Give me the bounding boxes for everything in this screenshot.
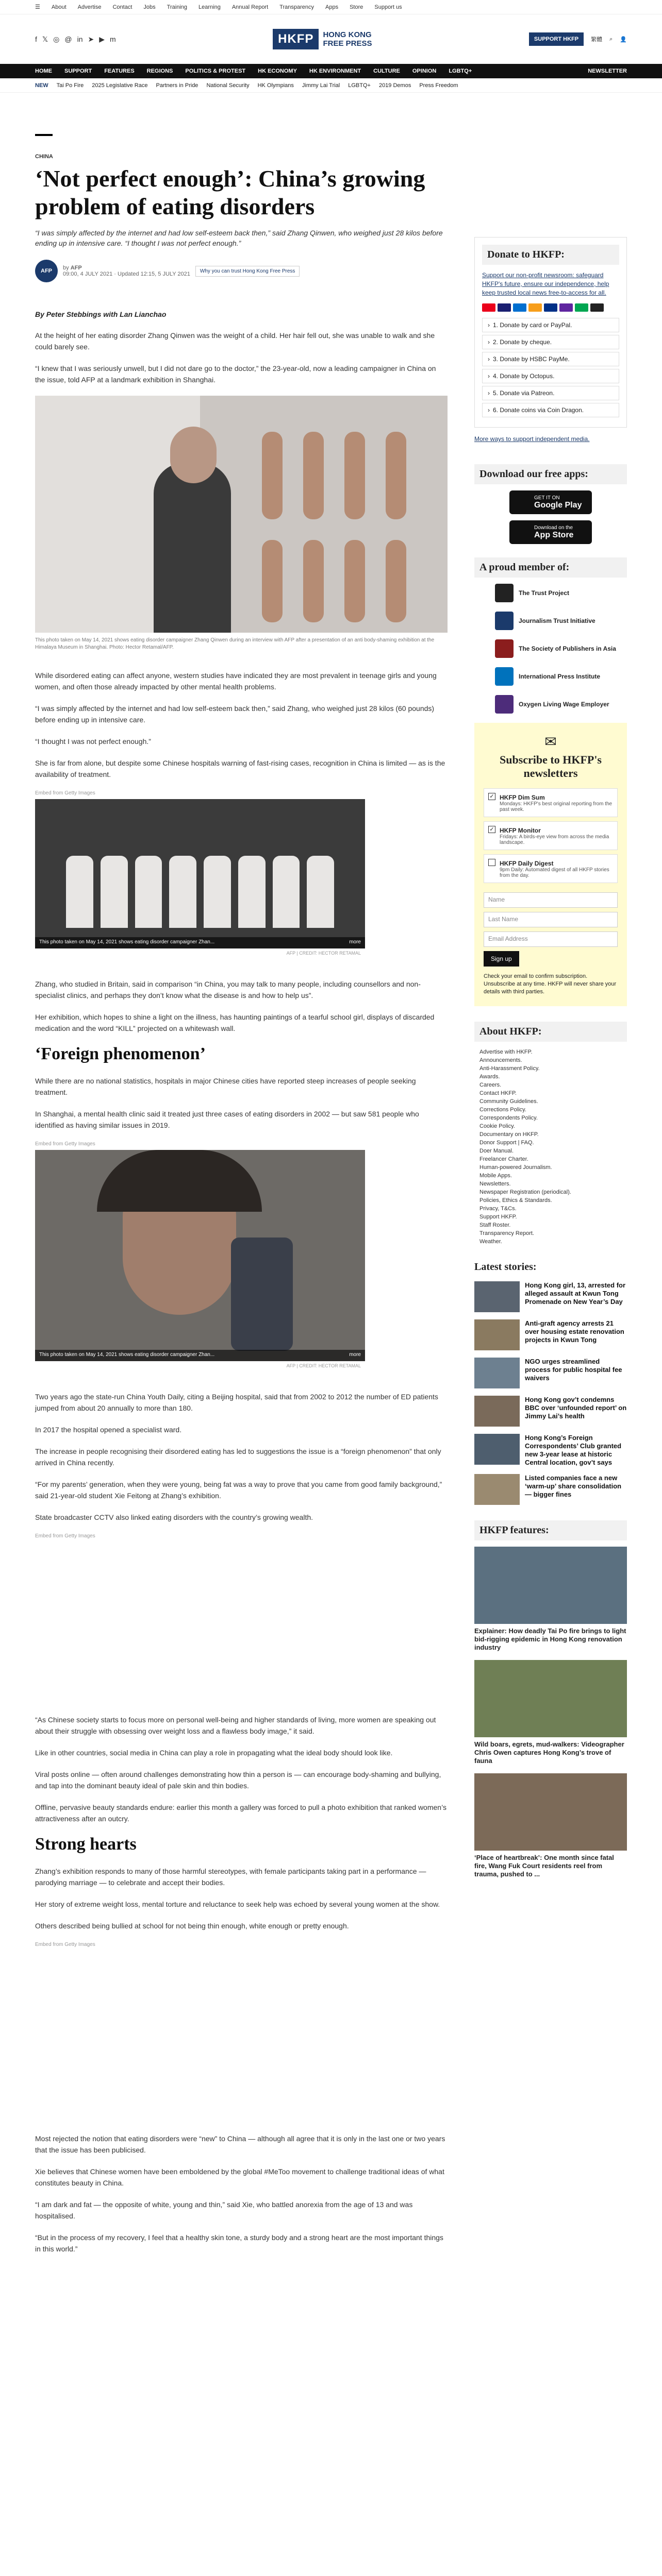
article-main bbox=[35, 134, 448, 2265]
feature-story[interactable]: ‘Place of heartbreak’: One month since fatal fire, Wang Fuk Court residents reel from trauma, pushed to ... bbox=[474, 1773, 627, 1878]
about-link[interactable]: Contact HKFP. bbox=[479, 1090, 517, 1096]
topbar-link-learning[interactable]: Learning bbox=[198, 4, 221, 10]
about-link[interactable]: Freelancer Charter. bbox=[479, 1156, 528, 1162]
feature-image bbox=[474, 1547, 627, 1624]
feature-story[interactable]: Wild boars, egrets, mud-walkers: Videographer Chris Owen captures Hong Kong’s trove of fauna bbox=[474, 1660, 627, 1765]
getty-embed-performance[interactable] bbox=[35, 799, 365, 959]
trending-bar bbox=[0, 78, 662, 93]
paragraph: Zhang, who studied in Britain, said in comparison “in China, you may talk to many people, including counsellors and non-specialist clinics, and perhaps they don’t know what the disease is and how to help us”. bbox=[35, 980, 421, 999]
subheading-foreign-phenomenon: ‘Foreign phenomenon’ bbox=[35, 1044, 206, 1063]
google-play-button[interactable]: GET IT ON Google Play bbox=[509, 490, 592, 514]
about-link[interactable]: Anti-Harassment Policy. bbox=[479, 1065, 540, 1072]
paragraph: Zhang’s exhibition responds to many of those harmful stereotypes, with female participants taking part in a performance — parodying marriage — to celebrate and accept their bodies. bbox=[35, 1867, 426, 1887]
nav-item-culture[interactable]: CULTURE bbox=[373, 68, 400, 74]
topbar-link-jobs[interactable]: Jobs bbox=[143, 4, 156, 10]
feature-image bbox=[474, 1773, 627, 1851]
embed-label: Embed from Getty Images bbox=[35, 790, 95, 796]
instagram-icon[interactable]: ◎ bbox=[53, 35, 60, 43]
newsletter-widget bbox=[474, 723, 627, 1006]
ad-slot bbox=[35, 1560, 448, 1714]
about-link[interactable]: Policies, Ethics & Standards. bbox=[479, 1197, 552, 1204]
about-link[interactable]: Correspondents Policy. bbox=[479, 1115, 538, 1121]
about-link[interactable]: Careers. bbox=[479, 1082, 502, 1088]
support-hkfp-button[interactable]: SUPPORT HKFP bbox=[529, 32, 584, 46]
embed-label: Embed from Getty Images bbox=[35, 1141, 95, 1147]
story-thumbnail bbox=[474, 1319, 520, 1350]
member-trust-project[interactable]: The Trust Project bbox=[495, 584, 627, 602]
amex-icon bbox=[513, 303, 526, 312]
threads-icon[interactable]: @ bbox=[64, 35, 72, 43]
paragraph: “As Chinese society starts to focus more on personal well-being and higher standards of living, more women are speaking out about their struggle with obsessing over weight loss and a flawless body image,” it said. bbox=[35, 1716, 436, 1735]
features-title: HKFP features: bbox=[474, 1520, 627, 1540]
author-avatar[interactable]: AFP bbox=[35, 260, 58, 282]
paragraph: The increase in people recognising their disordered eating has led to suggestions the issue is a “foreign phenomenon” that only arrived in China recently. bbox=[35, 1447, 441, 1467]
article-category[interactable]: CHINA bbox=[35, 154, 53, 160]
topbar-link-support[interactable]: Support us bbox=[374, 4, 402, 10]
paragraph: She is far from alone, but despite some Chinese hospitals warning of fast-rising cases, recognition in China is limited — as is the availability of treatment. bbox=[35, 759, 445, 778]
discover-icon bbox=[528, 303, 542, 312]
title-rule bbox=[35, 134, 53, 136]
trending-new-badge: NEW bbox=[35, 82, 48, 89]
getty-caption: This photo taken on May 14, 2021 shows eating disorder campaigner Zhan... bbox=[39, 939, 215, 945]
paragraph: Viral posts online — often around challenges demonstrating how thin a person is — can encourage body-shaming and bullying, and tap into the dominant beauty ideal of pale skin and thin bodies. bbox=[35, 1770, 441, 1790]
latest-story[interactable]: Hong Kong’s Foreign Correspondents’ Club granted new 3-year lease at historic Central location, gov’t says bbox=[474, 1434, 627, 1467]
app-store-button[interactable]: Download on the App Store bbox=[509, 520, 592, 544]
topbar-link-annual-report[interactable]: Annual Report bbox=[231, 4, 269, 10]
paragraph: In Shanghai, a mental health clinic said it treated just three cases of eating disorders in 2002 — but saw 581 people who identified as having similar issues in 2019. bbox=[35, 1110, 419, 1129]
topbar-link-apps[interactable]: Apps bbox=[325, 4, 339, 10]
donate-title: Donate to HKFP: bbox=[482, 245, 619, 265]
story-thumbnail bbox=[474, 1358, 520, 1388]
paragraph: Her story of extreme weight loss, mental torture and reluctance to seek help was echoed by several young women at the show. bbox=[35, 1900, 440, 1908]
email-field[interactable]: Email Address bbox=[484, 931, 618, 947]
more-ways-link[interactable]: More ways to support independent media. bbox=[474, 435, 590, 443]
chevron-right-icon: › bbox=[488, 406, 490, 414]
latest-story[interactable]: Hong Kong girl, 13, arrested for alleged assault at Kwun Tong Promenade on New Year’s Day bbox=[474, 1281, 627, 1312]
donate-option[interactable]: › 1. Donate by card or PayPal. bbox=[482, 318, 619, 332]
paragraph: Two years ago the state-run China Youth Daily, citing a Beijing hospital, said that from 2002 to 2012 the number of ED patients jumped from about 20 annually to more than 180. bbox=[35, 1393, 438, 1412]
article-standfirst: “I was simply affected by the internet and had low self-esteem back then,” said Zhang Qinwen, who weighed just 28 kilos before ending up in intensive care. “I thought I was not perfect enough.” bbox=[35, 229, 443, 247]
topbar-link-contact[interactable]: Contact bbox=[112, 4, 133, 10]
checkbox-checked[interactable]: ✓ bbox=[488, 793, 495, 800]
about-link[interactable]: Donor Support | FAQ. bbox=[479, 1140, 534, 1146]
x-icon[interactable]: 𝕏 bbox=[42, 35, 48, 43]
living-wage-icon bbox=[495, 695, 514, 714]
trending-item[interactable]: 2019 Demos bbox=[378, 82, 411, 89]
nav-item-environment[interactable]: HK ENVIRONMENT bbox=[309, 68, 361, 74]
topbar-link-transparency[interactable]: Transparency bbox=[279, 4, 314, 10]
first-name-field[interactable]: Name bbox=[484, 892, 618, 908]
facebook-icon[interactable]: f bbox=[35, 35, 37, 43]
article-dates: 09:00, 4 JULY 2021 · Updated 12:15, 5 JULY 2021 bbox=[63, 271, 190, 277]
getty-embed-phone[interactable] bbox=[35, 1150, 365, 1371]
newsletter-title: Subscribe to HKFP's newsletters bbox=[499, 753, 602, 779]
member-ipi[interactable]: International Press Institute bbox=[495, 667, 627, 686]
by-label: by bbox=[63, 265, 69, 271]
nav-item-lgbtq[interactable]: LGBTQ+ bbox=[449, 68, 472, 74]
paragraph: State broadcaster CCTV also linked eating disorders with the country’s growing wealth. bbox=[35, 1513, 313, 1521]
getty-credit: AFP | CREDIT: HECTOR RETAMAL bbox=[35, 948, 365, 959]
jti-icon bbox=[495, 612, 514, 630]
site-header bbox=[0, 14, 662, 64]
chevron-right-icon: › bbox=[488, 389, 490, 397]
language-toggle[interactable]: 繁體 bbox=[591, 37, 603, 43]
checkbox[interactable] bbox=[488, 859, 495, 866]
donate-option[interactable]: › 4. Donate by Octopus. bbox=[482, 369, 619, 383]
paragraph: Like in other countries, social media in China can play a role in propagating what the ideal body should look like. bbox=[35, 1749, 393, 1757]
latest-title: Latest stories: bbox=[474, 1261, 537, 1273]
feature-story[interactable]: Explainer: How deadly Tai Po fire brings to light bid-rigging epidemic in Hong Kong renovation industry bbox=[474, 1547, 627, 1652]
about-link[interactable]: Cookie Policy. bbox=[479, 1123, 515, 1129]
ipi-icon bbox=[495, 667, 514, 686]
nav-item-home[interactable]: HOME bbox=[35, 68, 52, 74]
sidebar bbox=[474, 134, 627, 2265]
social-links bbox=[35, 35, 116, 44]
getty-more-link[interactable]: more bbox=[349, 1352, 361, 1358]
nav-item-regions[interactable]: REGIONS bbox=[146, 68, 173, 74]
donate-text[interactable]: Support our non-profit newsroom: safeguard HKFP's future, ensure our independence, help keep trusted local news free-to-access for all. bbox=[482, 272, 609, 296]
newsletter-option[interactable]: ✓ HKFP Monitor Fridays: A birds-eye view from across the media landscape. bbox=[484, 821, 618, 850]
logo-line2: FREE PRESS bbox=[323, 39, 372, 48]
paragraph: Her exhibition, which hopes to shine a light on the illness, has haunting paintings of a tearful school girl, displays of discarded medication and the word “KILL” projected on a whitewash wall. bbox=[35, 1013, 435, 1032]
member-jti[interactable]: Journalism Trust Initiative bbox=[495, 612, 627, 630]
article-authors: By Peter Stebbings with Lan Lianchao bbox=[35, 310, 167, 318]
feature-image bbox=[474, 1660, 627, 1737]
about-link[interactable]: Newsletters. bbox=[479, 1181, 511, 1187]
latest-story[interactable]: Anti-graft agency arrests 21 over housing estate renovation projects in Kwun Tong bbox=[474, 1319, 627, 1350]
byline bbox=[35, 260, 448, 282]
about-link[interactable]: Announcements. bbox=[479, 1057, 522, 1063]
apps-title: Download our free apps: bbox=[474, 464, 627, 484]
getty-more-link[interactable]: more bbox=[349, 939, 361, 945]
nav-item-politics[interactable]: POLITICS & PROTEST bbox=[185, 68, 246, 74]
about-link[interactable]: Privacy, T&Cs. bbox=[479, 1206, 517, 1212]
topbar-link-training[interactable]: Training bbox=[167, 4, 187, 10]
story-thumbnail bbox=[474, 1474, 520, 1505]
about-link[interactable]: Transparency Report. bbox=[479, 1230, 534, 1236]
payment-cards bbox=[482, 303, 619, 312]
author-name[interactable]: AFP bbox=[70, 265, 82, 271]
signup-button[interactable]: Sign up bbox=[484, 951, 519, 967]
about-link[interactable]: Community Guidelines. bbox=[479, 1098, 538, 1105]
paragraph: Xie believes that Chinese women have been emboldened by the global #MeToo movement to challenge traditional ideas of what constitutes beauty in China. bbox=[35, 2167, 444, 2187]
telegram-icon[interactable]: ➤ bbox=[88, 35, 94, 43]
paragraph: Others described being bullied at school for not being thin enough, white enough or pretty enough. bbox=[35, 1922, 349, 1930]
last-name-field[interactable]: Last Name bbox=[484, 912, 618, 927]
sopa-icon bbox=[495, 639, 514, 658]
about-link[interactable]: Mobile Apps. bbox=[479, 1173, 512, 1179]
photo-caption: This photo taken on May 14, 2021 shows eating disorder campaigner Zhang Qinwen during an interview with AFP after a presentation of an anti body-shaming exhibition at the Himalaya Museum in Shanghai. Photo: Hector Retamal/AFP. bbox=[35, 637, 435, 650]
donate-option[interactable]: › 5. Donate via Patreon. bbox=[482, 386, 619, 400]
search-icon[interactable]: ⌕ bbox=[609, 36, 613, 42]
newsletter-option[interactable]: HKFP Daily Digest 9pm Daily: Automated digest of all HKFP stories from the day. bbox=[484, 854, 618, 883]
mastercard-icon bbox=[482, 303, 495, 312]
nav-item-features[interactable]: FEATURES bbox=[104, 68, 135, 74]
octopus-icon bbox=[575, 303, 588, 312]
ad-slot bbox=[35, 1968, 448, 2133]
trending-item[interactable]: HK Olympians bbox=[257, 82, 294, 89]
newsletter-option[interactable]: ✓ HKFP Dim Sum Mondays: HKFP's best original reporting from the past week. bbox=[484, 788, 618, 817]
topbar-link-about[interactable]: About bbox=[51, 4, 67, 10]
payme-icon bbox=[559, 303, 573, 312]
about-link[interactable]: Doer Manual. bbox=[479, 1148, 514, 1154]
nav-item-opinion[interactable]: OPINION bbox=[412, 68, 437, 74]
donate-option[interactable]: › 3. Donate by HSBC PayMe. bbox=[482, 352, 619, 366]
visa-icon bbox=[498, 303, 511, 312]
donate-option[interactable]: › 6. Donate coins via Coin Dragon. bbox=[482, 403, 619, 417]
about-title: About HKFP: bbox=[474, 1022, 627, 1042]
about-link[interactable]: Corrections Policy. bbox=[479, 1107, 526, 1113]
about-link[interactable]: Advertise with HKFP. bbox=[479, 1049, 533, 1055]
main-navigation bbox=[0, 64, 662, 78]
paragraph: At the height of her eating disorder Zhang Qinwen was the weight of a child. Her hair fell out, she was unable to walk and she could barely see. bbox=[35, 331, 435, 351]
about-link[interactable]: Documentary on HKFP. bbox=[479, 1131, 539, 1138]
paragraph: In 2017 the hospital opened a specialist ward. bbox=[35, 1426, 182, 1434]
paragraph: Offline, pervasive beauty standards endure: earlier this month a gallery was forced to pull a photo exhibition that ranked women’s attractiveness after an outcry. bbox=[35, 1803, 446, 1823]
embed-label: Embed from Getty Images bbox=[35, 1942, 95, 1947]
paragraph: “I knew that I was seriously unwell, but I did not dare go to the doctor,” the 23-year-old, now a leading campaigner in China on the issue, told AFP at a landmark exhibition in Shanghai. bbox=[35, 364, 436, 384]
story-thumbnail bbox=[474, 1396, 520, 1427]
paragraph: “I was simply affected by the internet and had low self-esteem back then,” said Zhang, who weighed just 28 kilos (60 pounds) before ending up in intensive care. bbox=[35, 704, 435, 724]
paragraph: “For my parents’ generation, when they were young, being fat was a way to prove that you came from good family background,” said 21-year-old student Xie Feitong at Zhang’s exhibition. bbox=[35, 1480, 442, 1500]
paragraph: “I am dark and fat — the opposite of white, young and thin,” said Xie, who battled anorexia from the age of 13 and was hospitalised. bbox=[35, 2200, 413, 2220]
topbar-link-advertise[interactable]: Advertise bbox=[77, 4, 102, 10]
trending-item[interactable]: Press Freedom bbox=[419, 82, 458, 89]
user-icon[interactable]: 👤 bbox=[620, 36, 627, 43]
getty-caption: This photo taken on May 14, 2021 shows eating disorder campaigner Zhan... bbox=[39, 1352, 215, 1358]
newsletter-note: Check your email to confirm subscription. Unsubscribe at any time. HKFP will never share your details with third parties. bbox=[484, 973, 617, 995]
member-title: A proud member of: bbox=[474, 557, 627, 578]
nav-item-economy[interactable]: HK ECONOMY bbox=[258, 68, 297, 74]
trending-item[interactable]: National Security bbox=[206, 82, 250, 89]
applepay-icon bbox=[590, 303, 604, 312]
paragraph: While disordered eating can affect anyone, western studies have indicated they are most prevalent in teenage girls and young women, and often those already impacted by other mental health problems. bbox=[35, 671, 437, 691]
envelope-icon: ✉ bbox=[544, 734, 557, 750]
site-logo[interactable] bbox=[273, 29, 372, 49]
trending-item[interactable]: Tai Po Fire bbox=[56, 82, 84, 89]
paragraph: “But in the process of my recovery, I feel that a healthy skin tone, a sturdy body and a strong heart are the most important things in this world.” bbox=[35, 2233, 443, 2253]
menu-icon[interactable]: ☰ bbox=[35, 4, 40, 10]
trending-item[interactable]: LGBTQ+ bbox=[348, 82, 371, 89]
chevron-right-icon: › bbox=[488, 372, 490, 380]
chevron-right-icon: › bbox=[488, 321, 490, 329]
paragraph: Most rejected the notion that eating disorders were “new” to China — although all agree that it is only in the last one or two years that the issue has been publicised. bbox=[35, 2134, 445, 2154]
donate-option[interactable]: › 2. Donate by cheque. bbox=[482, 335, 619, 349]
about-list bbox=[474, 1048, 627, 1246]
donate-widget bbox=[474, 237, 627, 428]
trending-item[interactable]: Jimmy Lai Trial bbox=[302, 82, 340, 89]
article-photo-zhang bbox=[35, 396, 448, 633]
latest-story[interactable]: NGO urges streamlined process for public hospital fee waivers bbox=[474, 1358, 627, 1388]
chevron-right-icon: › bbox=[488, 355, 490, 363]
trending-item[interactable]: 2025 Legislative Race bbox=[92, 82, 148, 89]
story-thumbnail bbox=[474, 1281, 520, 1312]
mastodon-icon[interactable]: m bbox=[110, 35, 116, 43]
trust-link[interactable]: Why you can trust Hong Kong Free Press bbox=[195, 266, 300, 277]
about-link[interactable]: Staff Roster. bbox=[479, 1222, 511, 1228]
member-living-wage[interactable]: Oxygen Living Wage Employer bbox=[495, 695, 627, 714]
paragraph: While there are no national statistics, hospitals in major Chinese cities have reported steep increases of people seeking treatment. bbox=[35, 1077, 416, 1096]
logo-line1: HONG KONG bbox=[323, 30, 372, 39]
article-title: ‘Not perfect enough’: China’s growing problem of eating disorders bbox=[35, 165, 425, 219]
member-sopa[interactable]: The Society of Publishers in Asia bbox=[495, 639, 627, 658]
linkedin-icon[interactable]: in bbox=[77, 35, 83, 43]
story-thumbnail bbox=[474, 1434, 520, 1465]
chevron-right-icon: › bbox=[488, 338, 490, 346]
youtube-icon[interactable]: ▶ bbox=[99, 35, 105, 43]
subheading-strong-hearts: Strong hearts bbox=[35, 1835, 137, 1854]
nav-item-support[interactable]: SUPPORT bbox=[64, 68, 92, 74]
about-link[interactable]: Newspaper Registration (periodical). bbox=[479, 1189, 571, 1195]
latest-story[interactable]: Hong Kong gov’t condemns BBC over ‘unfounded report’ on Jimmy Lai’s health bbox=[474, 1396, 627, 1427]
nav-item-newsletter[interactable]: NEWSLETTER bbox=[588, 68, 627, 74]
paypal-icon bbox=[544, 303, 557, 312]
about-link[interactable]: Human-powered Journalism. bbox=[479, 1164, 552, 1171]
top-utility-bar bbox=[0, 0, 662, 14]
getty-credit: AFP | CREDIT: HECTOR RETAMAL bbox=[35, 1361, 365, 1371]
embed-label: Embed from Getty Images bbox=[35, 1533, 95, 1539]
latest-story[interactable]: Listed companies face a new ‘warm-up’ share consolidation — bigger fines bbox=[474, 1474, 627, 1505]
trust-project-icon bbox=[495, 584, 514, 602]
logo-mark: HKFP bbox=[273, 29, 319, 49]
about-link[interactable]: Awards. bbox=[479, 1074, 500, 1080]
about-link[interactable]: Weather. bbox=[479, 1239, 502, 1245]
about-link[interactable]: Support HKFP. bbox=[479, 1214, 517, 1220]
paragraph: “I thought I was not perfect enough.” bbox=[35, 737, 151, 745]
topbar-link-store[interactable]: Store bbox=[350, 4, 363, 10]
trending-item[interactable]: Partners in Pride bbox=[156, 82, 198, 89]
checkbox-checked[interactable]: ✓ bbox=[488, 826, 495, 833]
